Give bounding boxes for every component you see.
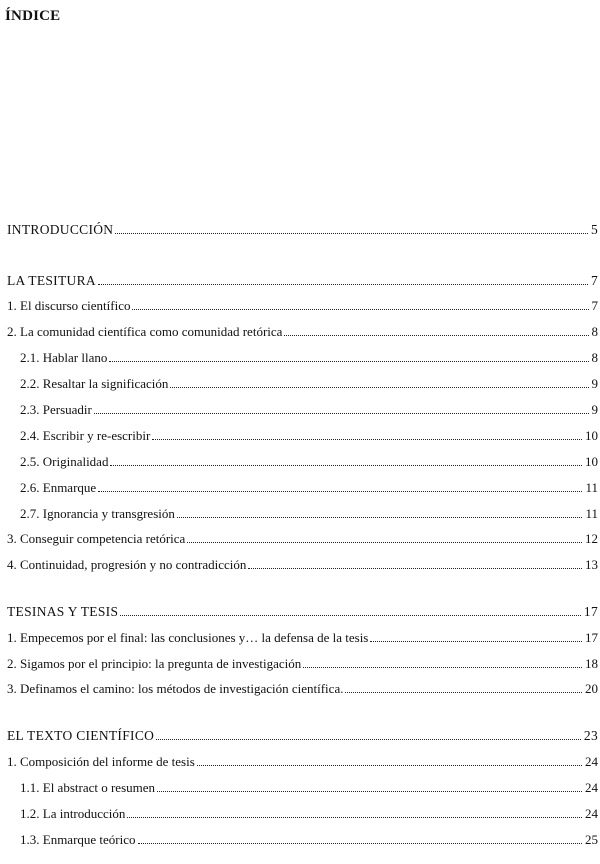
toc-entry-page: 11 [585,480,598,495]
toc-entry-label: 1.3. Enmarque teórico [20,832,136,847]
toc-entry-page: 18 [585,656,598,671]
toc-entry-page: 7 [591,298,598,313]
toc-entry-page: 23 [583,728,598,743]
toc-entry-label: TESINAS Y TESIS [7,604,119,619]
toc-entry-label: 2.7. Ignorancia y transgresión [20,506,175,521]
dot-leader [370,641,582,642]
dot-leader [177,517,583,518]
toc-entry[interactable] [7,298,598,314]
toc-entry-label: INTRODUCCIÓN [7,222,114,237]
toc-entry[interactable] [7,630,598,646]
dot-leader [109,361,588,362]
toc-entry[interactable] [20,376,598,392]
toc-entry-page: 24 [585,806,598,821]
toc-entry-label: 3. Conseguir competencia retórica [7,531,186,546]
toc-entry-label: 2.1. Hablar llano [20,350,108,365]
toc-entry[interactable] [7,656,598,672]
dot-leader [197,765,582,766]
dot-leader [248,568,582,569]
dot-leader [284,335,588,336]
toc-entry[interactable] [7,531,598,547]
dot-leader [110,465,582,466]
toc-entry[interactable] [20,454,598,470]
toc-entry[interactable] [7,681,598,697]
toc-entry[interactable] [7,324,598,340]
toc-entry-label: 2.6. Enmarque [20,480,97,495]
toc-entry-label: 1. Empecemos por el final: las conclusiones y… la defensa de la tesis [7,630,369,645]
toc-entry-page: 7 [590,273,598,288]
toc-entry-page: 24 [585,754,598,769]
toc-entry-page: 5 [590,222,598,237]
toc-entry-page: 24 [585,780,598,795]
toc-entry-page: 13 [585,557,598,572]
toc-entry[interactable] [20,506,598,522]
toc-entry-label: 1.1. El abstract o resumen [20,780,156,795]
dot-leader [138,843,582,844]
toc-entry-label: EL TEXTO CIENTÍFICO [7,728,155,743]
toc-entry-label: 3. Definamos el camino: los métodos de investigación científica. [7,681,344,696]
toc-entry-label: 2. Sigamos por el principio: la pregunta de investigación [7,656,302,671]
toc-entry[interactable] [20,428,598,444]
toc-entry-label: 1. Composición del informe de tesis [7,754,195,769]
toc-entry-page: 17 [583,604,598,619]
toc-entry-label: 2.4. Escribir y re-escribir [20,428,151,443]
toc-entry-page: 10 [585,428,598,443]
toc-entry-page: 25 [585,832,598,847]
dot-leader [187,542,582,543]
dot-leader [170,387,588,388]
dot-leader [98,284,588,285]
toc-entry[interactable] [20,350,598,366]
dot-leader [157,791,582,792]
dot-leader [303,667,582,668]
toc-entry-label: 1. El discurso científico [7,298,131,313]
dot-leader [156,739,581,740]
dot-leader [98,491,582,492]
toc-entry-label: 2.2. Resaltar la significación [20,376,169,391]
toc-entry-page: 12 [585,531,598,546]
toc-entry-page: 11 [585,506,598,521]
toc-entry-page: 8 [591,350,598,365]
dot-leader [120,615,581,616]
toc-entry-page: 9 [591,376,598,391]
toc-entry-el-texto-cientifico[interactable] [7,728,598,744]
toc-entry-label: 4. Continuidad, progresión y no contradicción [7,557,247,572]
toc-entry-page: 9 [591,402,598,417]
toc-entry[interactable] [20,480,598,496]
toc-entry[interactable] [7,754,598,770]
toc-entry[interactable] [20,832,598,848]
toc-entry-tesinas-y-tesis[interactable] [7,604,598,620]
toc-entry-label: 2.5. Originalidad [20,454,109,469]
toc-entry[interactable] [20,780,598,796]
toc-entry-label: LA TESITURA [7,273,96,288]
toc-entry[interactable] [20,806,598,822]
toc-entry-label: 2. La comunidad científica como comunidad retórica [7,324,283,339]
toc-entry-page: 8 [591,324,598,339]
toc-entry[interactable] [20,402,598,418]
dot-leader [152,439,582,440]
toc-entry-page: 10 [585,454,598,469]
dot-leader [115,233,588,234]
toc-entry-la-tesitura[interactable] [7,273,598,289]
dot-leader [94,413,589,414]
toc-entry-label: 2.3. Persuadir [20,402,92,417]
toc-entry-label: 1.2. La introducción [20,806,126,821]
page-title: ÍNDICE [5,8,61,24]
dot-leader [345,692,582,693]
toc-entry-page: 17 [585,630,598,645]
toc-entry-page: 20 [585,681,598,696]
dot-leader [132,309,588,310]
dot-leader [127,817,582,818]
toc-entry[interactable] [7,557,598,573]
toc-entry-introduccion[interactable] [7,222,598,238]
